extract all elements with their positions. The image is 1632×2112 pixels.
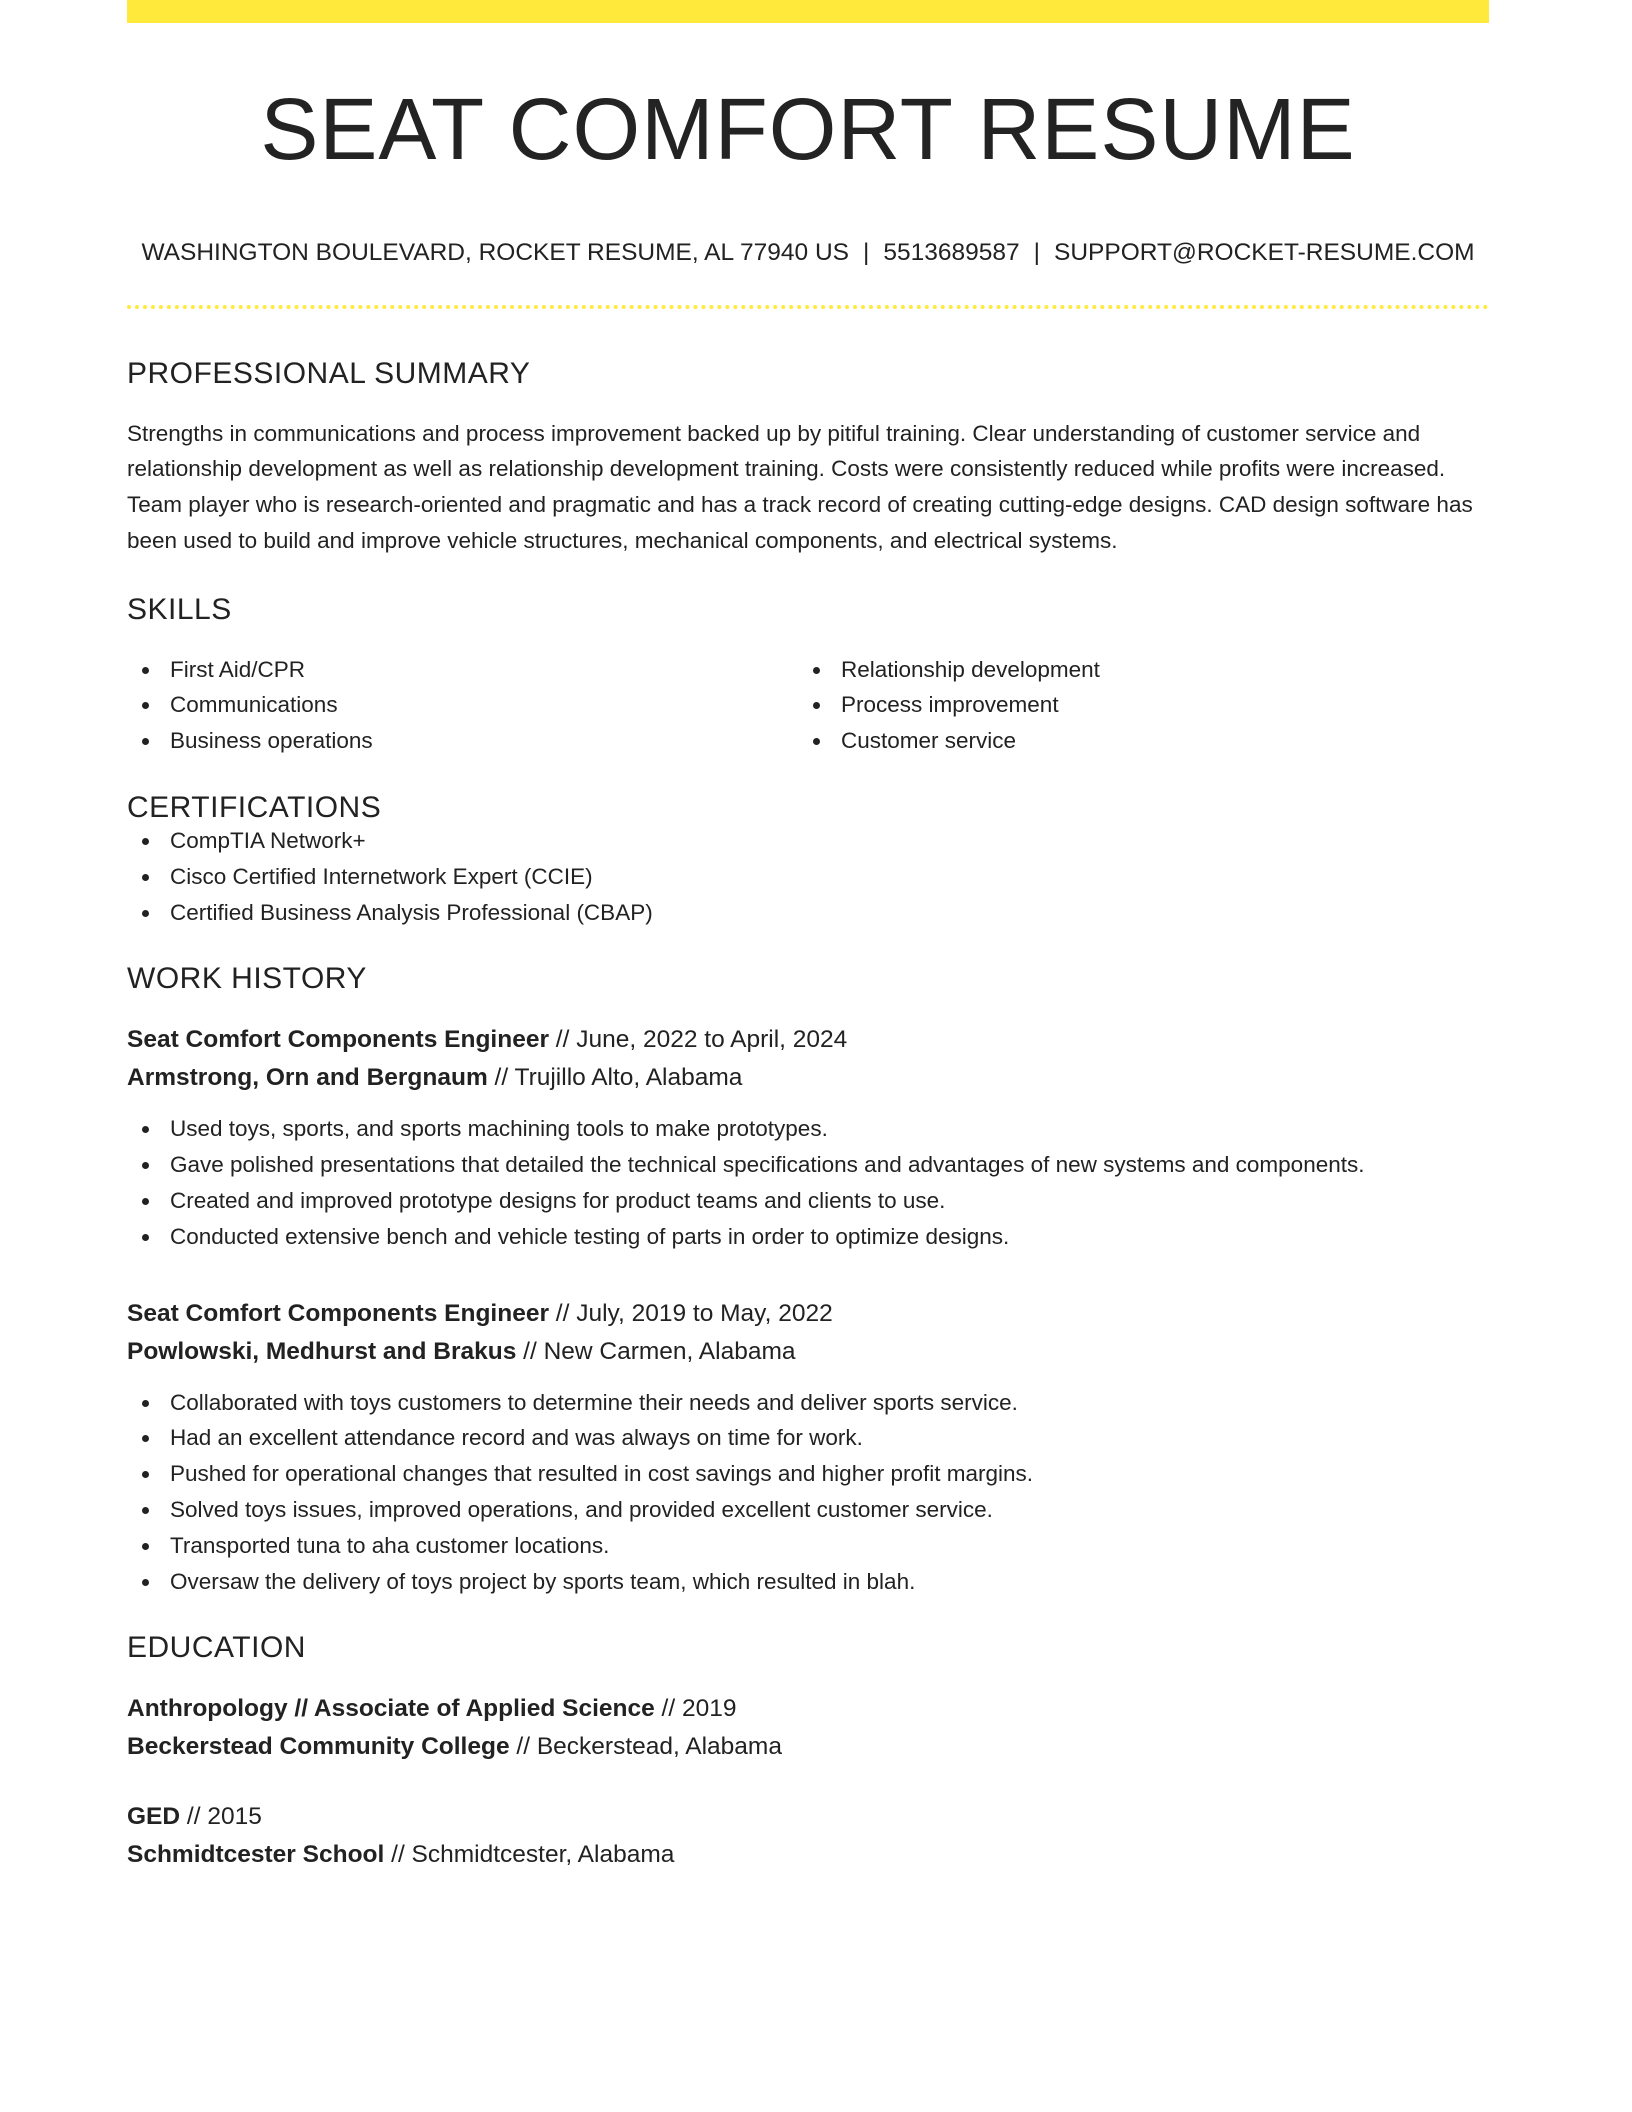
job-bullet: Used toys, sports, and sports machining tools to make prototypes. (127, 1111, 1489, 1147)
skills-column-right (798, 652, 1469, 759)
skills-heading: SKILLS (127, 592, 232, 626)
job-company: Armstrong, Orn and Bergnaum (127, 1064, 488, 1092)
work-history-heading: WORK HISTORY (127, 962, 367, 996)
education-degree: GED (127, 1803, 181, 1831)
job-bullet: Pushed for operational changes that resulted in cost savings and higher profit margins. (127, 1456, 1489, 1492)
certification-item: CompTIA Network+ (127, 823, 1489, 859)
education-location: // Schmidtcester, Alabama (384, 1841, 675, 1869)
contact-address: WASHINGTON BOULEVARD, ROCKET RESUME, AL 77940 US (141, 239, 849, 266)
education-location: // Beckerstead, Alabama (509, 1733, 782, 1761)
job-bullet: Had an excellent attendance record and was always on time for work. (127, 1420, 1489, 1456)
education-degree-line (127, 1798, 1489, 1836)
contact-phone: 5513689587 (883, 239, 1020, 266)
job-bullet: Conducted extensive bench and vehicle testing of parts in order to optimize designs. (127, 1219, 1489, 1255)
resume-page (127, 0, 1489, 1874)
job-location: // Trujillo Alto, Alabama (487, 1064, 743, 1092)
skill-item: Communications (127, 687, 798, 723)
job-dates: // June, 2022 to April, 2024 (548, 1026, 848, 1054)
contact-separator: | (1033, 239, 1040, 266)
header-divider (127, 305, 1489, 309)
certifications-heading: CERTIFICATIONS (127, 791, 382, 825)
job-company-line (127, 1059, 1489, 1097)
skill-item: Business operations (127, 723, 798, 759)
job-dates: // July, 2019 to May, 2022 (548, 1299, 833, 1327)
job-role: Seat Comfort Components Engineer (127, 1026, 549, 1054)
certification-item: Certified Business Analysis Professional (CBAP) (127, 895, 1489, 931)
job-company: Powlowski, Medhurst and Brakus (127, 1337, 517, 1365)
education-entry (127, 1690, 1489, 1766)
job-entry (127, 1021, 1489, 1254)
job-bullet: Collaborated with toys customers to determine their needs and deliver sports service. (127, 1385, 1489, 1421)
job-title-line (127, 1021, 1489, 1059)
skills-column-left (127, 652, 798, 759)
job-bullets (127, 1111, 1489, 1254)
resume-title: SEAT COMFORT RESUME (260, 81, 1356, 178)
summary-heading: PROFESSIONAL SUMMARY (127, 356, 531, 390)
education-school: Schmidtcester School (127, 1841, 385, 1869)
education-year: // 2019 (654, 1695, 737, 1723)
education-year: // 2015 (180, 1803, 262, 1831)
job-role: Seat Comfort Components Engineer (127, 1299, 549, 1327)
accent-top-bar (127, 0, 1489, 23)
skill-item: Relationship development (798, 652, 1469, 688)
job-bullet: Transported tuna to aha customer locations. (127, 1528, 1489, 1564)
education-heading: EDUCATION (127, 1631, 306, 1665)
education-entry (127, 1798, 1489, 1874)
job-bullet: Gave polished presentations that detailed the technical specifications and advantages of new systems and components. (127, 1147, 1489, 1183)
summary-text: Strengths in communications and process improvement backed up by pitiful training. Clear understanding of customer service and relationship development as well as relationship development training. Costs were consistently reduced while profits were increased. Team player who is research-oriented and pragmatic and has a track record of creating cutting-edge designs. CAD design software has been used to build and improve vehicle structures, mechanical components, and electrical systems. (127, 420, 1473, 553)
skill-item: Process improvement (798, 687, 1469, 723)
job-company-line (127, 1333, 1489, 1371)
education-degree: Anthropology // Associate of Applied Science (127, 1695, 655, 1723)
education-school-line (127, 1836, 1489, 1874)
education-degree-line (127, 1690, 1489, 1728)
job-bullet: Solved toys issues, improved operations, and provided excellent customer service. (127, 1492, 1489, 1528)
job-title-line (127, 1295, 1489, 1333)
contact-separator: | (862, 239, 870, 266)
skill-item: Customer service (798, 723, 1469, 759)
education-school-line (127, 1728, 1489, 1766)
certifications-list (127, 823, 1489, 930)
job-bullet: Oversaw the delivery of toys project by sports team, which resulted in blah. (127, 1564, 1489, 1600)
job-entry (127, 1295, 1489, 1600)
education-school: Beckerstead Community College (127, 1733, 510, 1761)
contact-line (127, 241, 1489, 266)
skill-item: First Aid/CPR (127, 652, 798, 688)
contact-email: SUPPORT@ROCKET-RESUME.COM (1054, 239, 1475, 266)
job-location: // New Carmen, Alabama (516, 1337, 796, 1365)
skills-grid (127, 652, 1489, 759)
job-bullet: Created and improved prototype designs for product teams and clients to use. (127, 1183, 1489, 1219)
job-bullets (127, 1385, 1489, 1600)
certification-item: Cisco Certified Internetwork Expert (CCIE) (127, 859, 1489, 895)
